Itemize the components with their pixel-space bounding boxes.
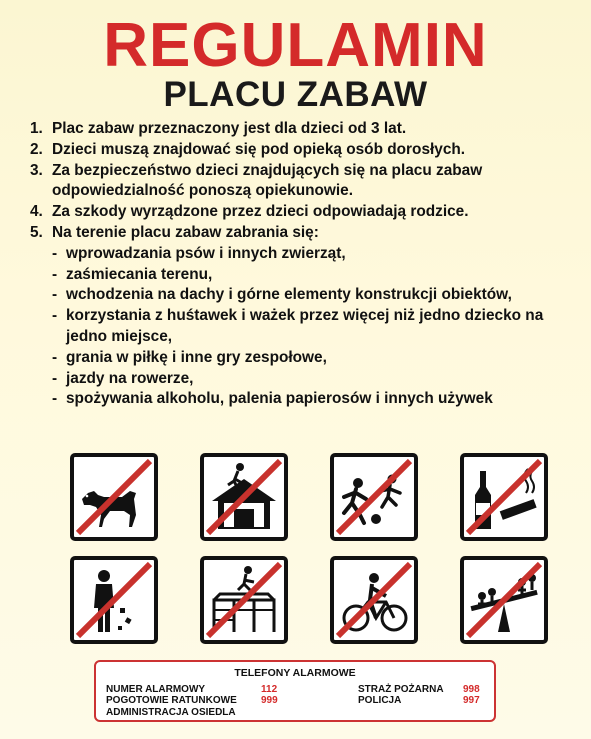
rules-list — [30, 119, 575, 410]
no-littering-icon — [70, 556, 158, 644]
rule-number: 2. — [30, 140, 43, 158]
phone-number: 997 — [463, 695, 480, 706]
prohibition-list — [30, 244, 575, 410]
prohibition-item: - zaśmiecania terenu, — [52, 265, 213, 283]
rule-item — [30, 161, 575, 203]
phones-title: TELEFONY ALARMOWE — [234, 667, 356, 679]
rule-text: Dzieci muszą znajdować się pod opieką osób dorosłych. — [52, 140, 466, 158]
prohibition-item: - wchodzenia na dachy i górne elementy konstrukcji obiektów, — [52, 286, 512, 304]
prohibition-item: - grania w piłkę i inne gry zespołowe, — [52, 348, 327, 366]
phone-label: ADMINISTRACJA OSIEDLA — [106, 707, 236, 718]
phone-label: POLICJA — [358, 695, 402, 706]
rule-text: Na terenie placu zabaw zabrania się: — [52, 223, 319, 241]
rule-item — [30, 223, 575, 244]
no-climbing-roof-icon — [200, 453, 288, 541]
rule-item — [30, 140, 575, 161]
phone-number: 999 — [261, 695, 278, 706]
no-climbing-structure-icon — [200, 556, 288, 644]
prohibition-item: - wprowadzania psów i innych zwierząt, — [52, 244, 346, 262]
sign-title: REGULAMIN — [103, 11, 488, 80]
rule-number: 4. — [30, 203, 43, 221]
rule-text: Plac zabaw przeznaczony jest dla dzieci od 3 lat. — [52, 120, 407, 137]
rule-item — [30, 202, 575, 223]
phone-entry — [106, 695, 237, 706]
emergency-phones-panel — [94, 660, 496, 722]
phone-entry — [358, 684, 444, 695]
rule-item — [30, 119, 575, 140]
no-alcohol-smoking-icon — [460, 453, 548, 541]
phone-entry — [106, 684, 205, 695]
phone-label: STRAŻ POŻARNA — [358, 684, 444, 695]
rule-text: Za bezpieczeństwo dzieci znajdujących się na placu zabaw odpowiedzialność ponoszą opiekunowie. — [52, 161, 483, 200]
rule-text: Za szkody wyrządzone przez dzieci odpowiadają rodzice. — [52, 203, 469, 221]
no-dogs-icon — [70, 453, 158, 541]
rule-number: 5. — [30, 223, 43, 241]
prohibition-icons — [70, 453, 550, 643]
prohibition-item: - jazdy na rowerze, — [52, 369, 194, 387]
no-ball-games-icon — [330, 453, 418, 541]
rule-number: 1. — [30, 120, 43, 137]
no-seesaw-overload-icon — [460, 556, 548, 644]
sign-subtitle: PLACU ZABAW — [163, 75, 428, 114]
phone-number: 112 — [261, 684, 278, 695]
phone-entry — [106, 707, 236, 718]
no-cycling-icon — [330, 556, 418, 644]
phone-label: POGOTOWIE RATUNKOWE — [106, 695, 237, 706]
phone-entry — [358, 695, 401, 706]
phone-label: NUMER ALARMOWY — [106, 684, 206, 695]
prohibition-item: - korzystania z huśtawek i ważek przez więcej niż jedno dziecko na jedno miejsce, — [52, 307, 544, 345]
phone-number: 998 — [463, 684, 480, 695]
rule-number: 3. — [30, 161, 43, 179]
prohibition-item: - spożywania alkoholu, palenia papierosów i innych używek — [52, 390, 493, 408]
